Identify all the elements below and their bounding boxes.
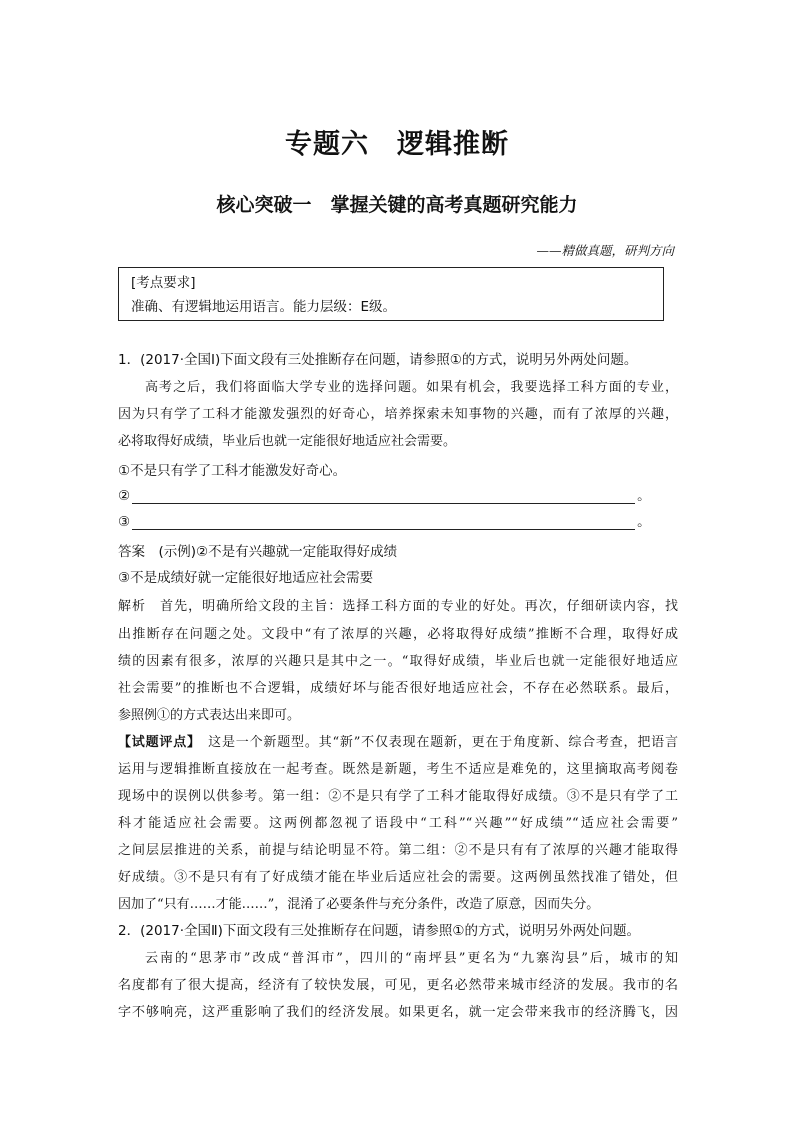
- q1-review-line: [118, 731, 678, 750]
- blank-period: 。: [637, 514, 651, 530]
- q1-review-line: 因加了“只有……才能……”，混淆了必要条件与充分条件，改造了原意，因而失分。: [118, 897, 600, 912]
- q1-answer-blank-2: [118, 484, 678, 504]
- review-label: 【试题评点】: [118, 735, 195, 750]
- requirements-box: [118, 267, 664, 321]
- q1-analysis-line: 出推断存在问题之处。文段中“有了浓厚的兴趣，必将取得好成绩”推断不合理，取得好成: [118, 627, 678, 642]
- q1-analysis-line: 绩的因素有很多，浓厚的兴趣只是其中之一。“取得好成绩，毕业后也就一定能很好地适应: [118, 654, 678, 669]
- section-subtitle: 核心突破一 掌握关键的高考真题研究能力: [216, 194, 578, 216]
- q1-example-line: ①不是只有学了工科才能激发好奇心。: [118, 463, 347, 479]
- q1-passage-line: 必将取得好成绩，毕业后也就一定能很好地适应社会需要。: [118, 434, 457, 449]
- analysis-label: 解析: [118, 599, 147, 614]
- blank-number: ②: [118, 488, 131, 504]
- q1-passage-line: 高考之后，我们将面临大学专业的选择问题。如果有机会，我要选择工科方面的专业，: [145, 380, 678, 395]
- q1-review-line: 好成绩。③不是只有有了好成绩才能在毕业后适应社会的需要。这两例虽然找准了错处，但: [118, 870, 678, 885]
- requirements-label: [考点要求]: [131, 275, 196, 291]
- requirements-text: 准确、有逻辑地运用语言。能力层级：E级。: [131, 299, 397, 315]
- q1-passage-line: 因为只有学了工科才能激发强烈的好奇心，培养探索未知事物的兴趣，而有了浓厚的兴趣，: [118, 407, 678, 422]
- q1-analysis-line: 参照例①的方式表达出来即可。: [118, 708, 301, 723]
- q1-review-line: 现场中的误例以供参考。第一组：②不是只有学了工科才能取得好成绩。③不是只有学了工: [118, 789, 678, 804]
- q1-answer-blank-3: [118, 510, 678, 530]
- answer-label: 答案: [118, 544, 145, 560]
- blank-number: ③: [118, 514, 131, 530]
- q1-review-line: 之间层层推进的关系，前提与结论明显不符。第二组：②不是只有有了浓厚的兴趣才能取得: [118, 843, 678, 858]
- question-1-stem: 1．(2017·全国Ⅰ)下面文段有三处推断存在问题，请参照①的方式，说明另外两处问题。: [118, 352, 638, 368]
- q1-analysis-line: [118, 595, 678, 614]
- question-2-stem: 2．(2017·全国Ⅱ)下面文段有三处推断存在问题，请参照①的方式，说明另外两处问题。: [118, 923, 641, 939]
- review-text: 这是一个新题型。其“新”不仅表现在题新，更在于角度新、综合考查，把语言: [194, 735, 678, 750]
- q1-answer-line-2: ③不是成绩好就一定能很好地适应社会需要: [118, 570, 374, 586]
- analysis-text: 首先，明确所给文段的主旨：选择工科方面的专业的好处。再次，仔细研读内容，找: [146, 599, 678, 614]
- q2-passage-line: 云南的“思茅市”改成“普洱市”，四川的“南坪县”更名为“九寨沟县”后，城市的知: [145, 951, 678, 966]
- q1-review-line: 科才能适应社会需要。这两例都忽视了语段中“工科”“兴趣”“好成绩”“适应社会需要”: [118, 816, 678, 831]
- fill-in-line: [132, 514, 635, 530]
- fill-in-line: [132, 488, 635, 504]
- blank-period: 。: [637, 488, 651, 504]
- tagline: ——精做真题，研判方向: [536, 243, 674, 258]
- q2-passage-line: 字不够响亮，这严重影响了我们的经济发展。如果更名，就一定会带来我市的经济腾飞，因: [118, 1005, 678, 1020]
- q1-review-line: 运用与逻辑推断直接放在一起考查。既然是新题，考生不适应是难免的，这里摘取高考阅卷: [118, 762, 678, 777]
- q2-passage-line: 名度都有了很大提高，经济有了较快发展，可见，更名必然带来城市经济的发展。我市的名: [118, 978, 678, 993]
- q1-answer: [118, 540, 678, 560]
- answer-text: (示例)②不是有兴趣就一定能取得好成绩: [145, 544, 398, 560]
- q1-analysis-line: 社会需要”的推断也不合逻辑，成绩好坏与能否很好地适应社会，不存在必然联系。最后，: [118, 681, 678, 696]
- page-title: 专题六 逻辑推断: [285, 129, 509, 160]
